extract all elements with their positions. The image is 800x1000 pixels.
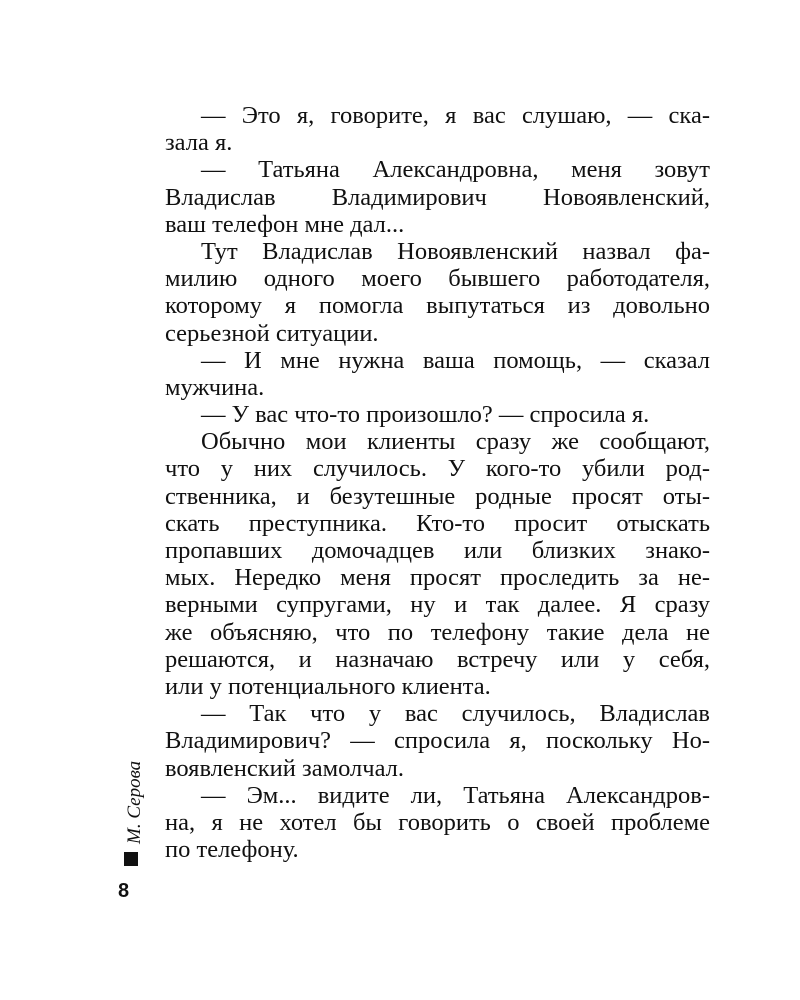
text-line: или у потенциального клиента. — [165, 672, 491, 700]
text-line: — Татьяна Александровна, меня зовут — [201, 156, 710, 184]
text-line: верными супругами, ну и так далее. Я сразу — [165, 591, 710, 619]
running-head-author: М. Серова — [124, 760, 145, 844]
text-line: воявленский замолчал. — [165, 754, 405, 782]
running-head — [120, 760, 150, 890]
text-line: милию одного моего бывшего работодателя, — [165, 265, 710, 293]
running-head-square-marker — [124, 852, 138, 866]
text-line: — Это я, говорите, я вас слушаю, — ска- — [201, 102, 710, 129]
text-line: — Эм... видите ли, Татьяна Александров- — [201, 781, 710, 809]
text-line: зала я. — [165, 129, 233, 157]
text-line: пропавших домочадцев или близких знако- — [165, 537, 710, 564]
text-line: на, я не хотел бы говорить о своей проблеме — [165, 808, 710, 836]
text-line: ственника, и безутешные родные просят оты- — [165, 482, 710, 510]
text-line: серьезной ситуации. — [165, 319, 379, 347]
text-line: которому я помогла выпутаться из довольно — [165, 292, 710, 320]
page-body-text — [165, 102, 710, 863]
text-line: Владислав Владимирович Новоявленский, — [165, 183, 710, 211]
text-line: — У вас что-то произошло? — спросила я. — [201, 401, 650, 429]
text-line: по телефону. — [165, 836, 299, 864]
text-line: мых. Нередко меня просят проследить за не- — [165, 564, 710, 592]
text-line: что у них случилось. У кого-то убили род- — [165, 455, 710, 483]
text-line: мужчина. — [165, 373, 265, 401]
text-line: Тут Владислав Новоявленский назвал фа- — [201, 237, 710, 265]
text-line: ваш телефон мне дал... — [165, 210, 405, 238]
text-line: решаются, и назначаю встречу или у себя, — [165, 645, 710, 673]
text-line: скать преступника. Кто-то просит отыскать — [165, 509, 710, 537]
text-line: Владимирович? — спросила я, поскольку Но- — [165, 727, 710, 755]
text-line: Обычно мои клиенты сразу же сообщают, — [201, 428, 710, 456]
text-line: же объясняю, что по телефону такие дела не — [165, 618, 710, 646]
text-line: — И мне нужна ваша помощь, — сказал — [201, 346, 710, 374]
page-number: 8 — [118, 880, 130, 902]
text-line: — Так что у вас случилось, Владислав — [201, 700, 710, 728]
